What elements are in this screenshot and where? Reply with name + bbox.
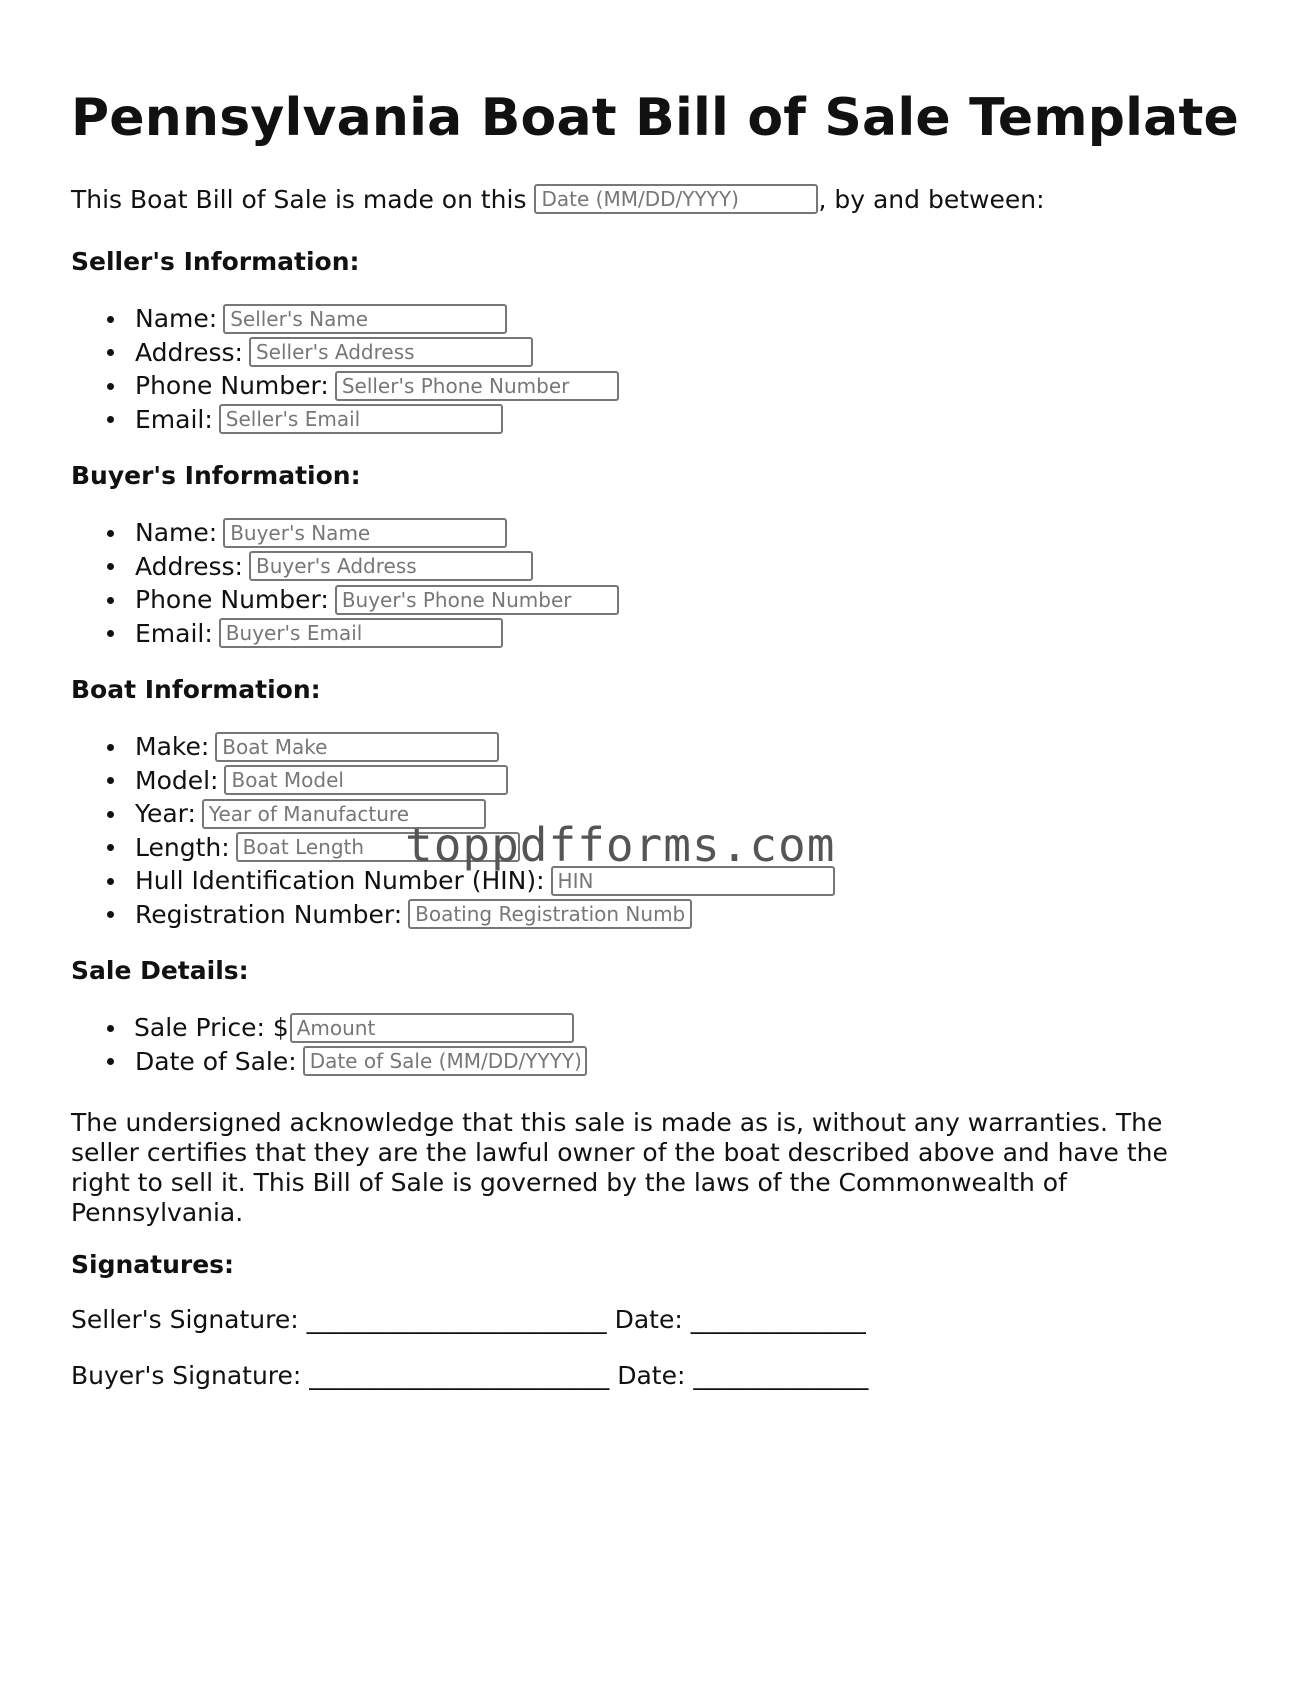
buyer-address-input[interactable]	[249, 551, 533, 581]
boat-hin-label: Hull Identification Number (HIN):	[135, 866, 545, 896]
list-item	[107, 864, 835, 898]
list-item	[107, 831, 835, 865]
list-item	[107, 403, 619, 437]
boat-fields-list	[107, 730, 835, 931]
sale-price-input[interactable]	[290, 1013, 574, 1043]
list-item	[107, 369, 619, 403]
list-item	[107, 302, 619, 336]
boat-year-input[interactable]	[202, 799, 486, 829]
list-item	[107, 898, 835, 932]
page-title: Pennsylvania Boat Bill of Sale Template	[71, 88, 1239, 148]
intro-line	[71, 184, 1045, 214]
seller-signature-line: Seller's Signature: ________________________ Date: ______________	[71, 1305, 866, 1334]
list-item	[107, 516, 619, 550]
buyer-name-label: Name:	[135, 518, 218, 548]
list-item	[107, 617, 619, 651]
seller-name-input[interactable]	[223, 304, 507, 334]
boat-year-label: Year:	[135, 799, 196, 829]
sale-agreement-date-input[interactable]	[534, 184, 818, 214]
buyer-fields-list	[107, 516, 619, 650]
intro-text-after: , by and between:	[818, 184, 1045, 214]
buyer-heading: Buyer's Information:	[71, 461, 361, 490]
seller-phone-label: Phone Number:	[135, 371, 329, 401]
boat-length-input[interactable]	[236, 832, 520, 862]
seller-address-input[interactable]	[249, 337, 533, 367]
watermark-text: toppdfforms.com	[405, 818, 836, 872]
seller-email-label: Email:	[135, 404, 213, 434]
sale-date-input[interactable]	[303, 1046, 587, 1076]
buyer-address-label: Address:	[135, 551, 243, 581]
seller-email-input[interactable]	[219, 404, 503, 434]
seller-fields-list	[107, 302, 619, 436]
sale-price-label: Sale Price: $	[134, 1013, 289, 1043]
seller-address-label: Address:	[135, 337, 243, 367]
list-item	[107, 550, 619, 584]
list-item	[107, 1011, 587, 1045]
buyer-email-label: Email:	[135, 618, 213, 648]
seller-phone-input[interactable]	[335, 371, 619, 401]
buyer-phone-input[interactable]	[335, 585, 619, 615]
boat-make-label: Make:	[135, 732, 210, 762]
list-item	[107, 583, 619, 617]
list-item	[107, 797, 835, 831]
intro-text-before: This Boat Bill of Sale is made on this	[71, 184, 527, 214]
acknowledgment-paragraph: The undersigned acknowledge that this sale is made as is, without any warranties. The seller certifies that they are the lawful owner of the boat described above and have the right to sell it. This Bill of Sale is governed by the laws of the Commonwealth of Pennsylvania.	[71, 1108, 1168, 1227]
list-item	[107, 1045, 587, 1079]
boat-registration-label: Registration Number:	[135, 899, 403, 929]
boat-make-input[interactable]	[215, 732, 499, 762]
boat-length-label: Length:	[135, 832, 230, 862]
boat-heading: Boat Information:	[71, 675, 321, 704]
boat-model-input[interactable]	[224, 765, 508, 795]
buyer-name-input[interactable]	[223, 518, 507, 548]
sale-date-label: Date of Sale:	[135, 1046, 297, 1076]
list-item	[107, 336, 619, 370]
boat-registration-input[interactable]	[408, 899, 692, 929]
sale-heading: Sale Details:	[71, 956, 249, 985]
buyer-signature-line: Buyer's Signature: ________________________ Date: ______________	[71, 1361, 869, 1390]
list-item	[107, 764, 835, 798]
seller-heading: Seller's Information:	[71, 247, 360, 276]
boat-hin-input[interactable]	[551, 866, 835, 896]
buyer-email-input[interactable]	[219, 618, 503, 648]
list-item	[107, 730, 835, 764]
buyer-phone-label: Phone Number:	[135, 585, 329, 615]
seller-name-label: Name:	[135, 304, 218, 334]
signatures-heading: Signatures:	[71, 1250, 235, 1279]
sale-fields-list	[107, 1011, 587, 1078]
boat-model-label: Model:	[135, 765, 219, 795]
